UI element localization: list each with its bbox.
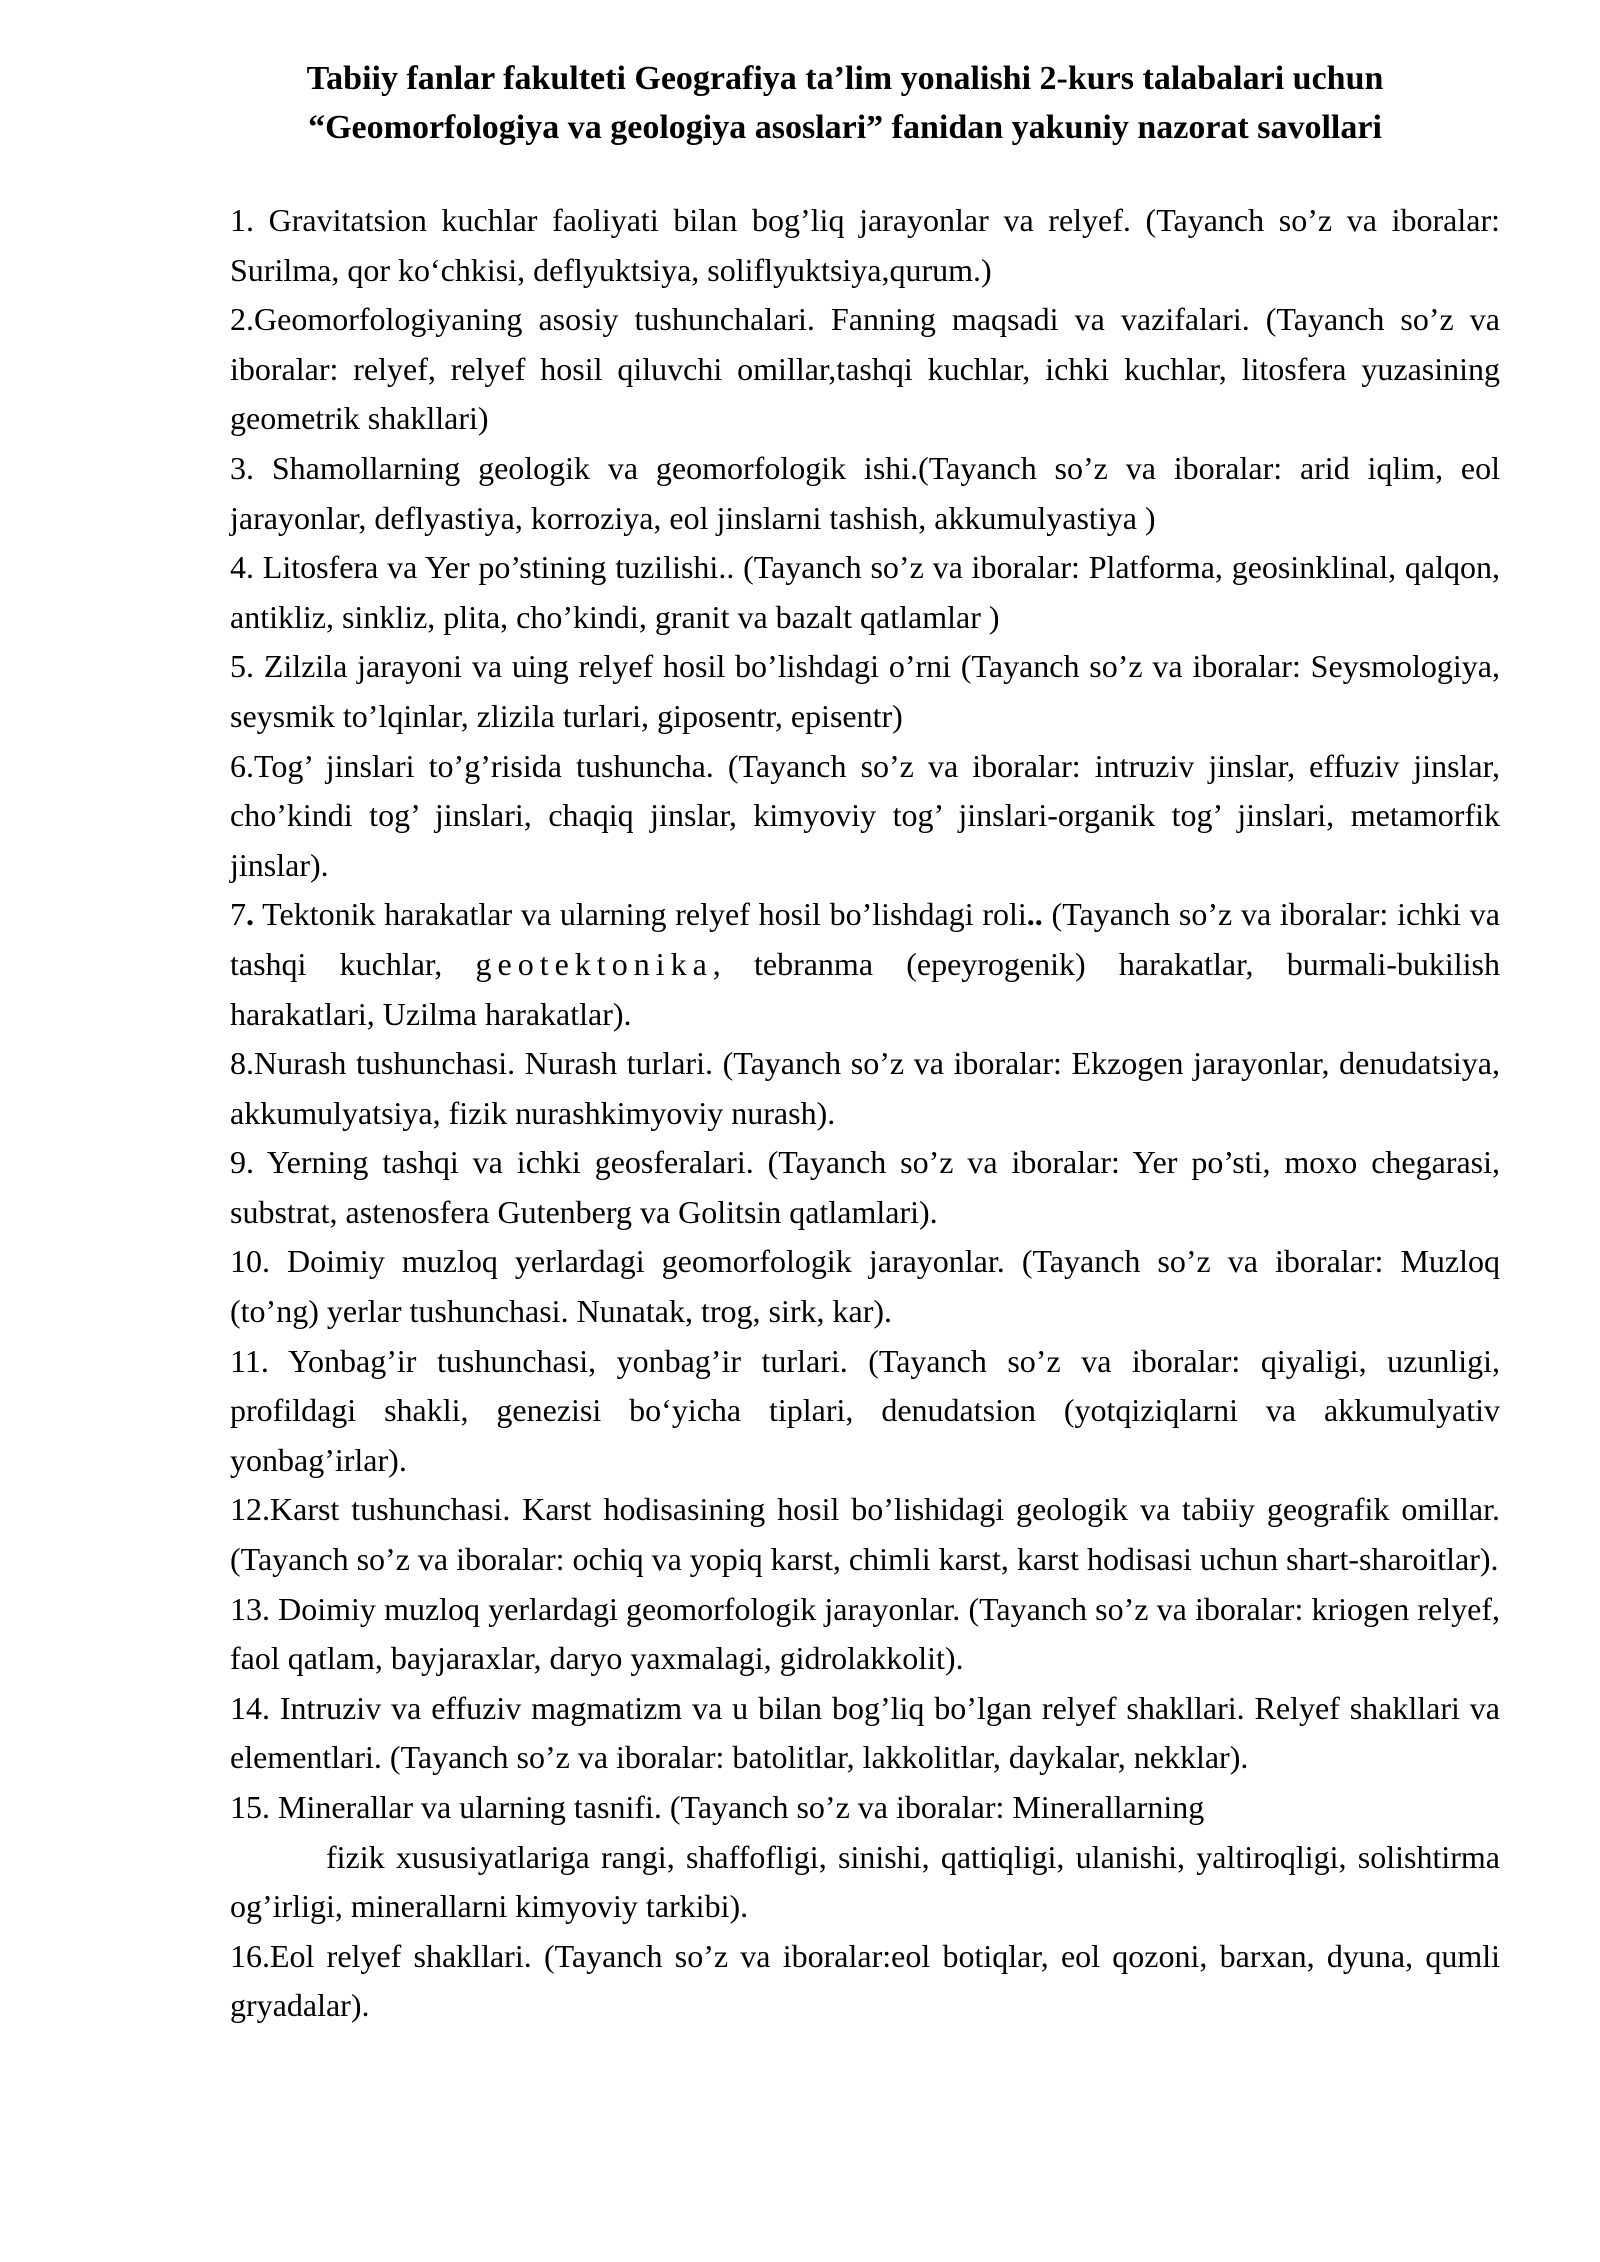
question-7-spaced-term: geotektonika [475, 945, 713, 982]
question-13: 13. Doimiy muzloq yerlardagi geomorfologik jarayonlar. (Tayanch so’z va iboralar: kriogen relyef, faol qatlam, bayjaraxlar, daryo yaxmalagi, gidrolakkolit). [230, 1590, 1500, 1677]
question-7-keywords-start: (Tayanch so’z va iboralar: ichki va tashqi kuchlar, [230, 896, 1501, 982]
question-2: 2.Geomorfologiyaning asosiy tushunchalari. Fanning maqsadi va vazifalari. (Tayanch so’z va iboralar: relyef, relyef hosil qiluvchi omillar,tashqi kuchlar, ichki kuchlar, litosfera yuzasining geometrik shakllari) [230, 301, 1500, 437]
question-11: 11. Yonbag’ir tushunchasi, yonbag’ir turlari. (Tayanch so’z va iboralar: qiyaligi, uzunligi, profildagi shakli, genezisi bo‘yicha tiplari, denudatsion (yotqiziqlarni va akkumulyativ yonbag’irlar). [230, 1342, 1500, 1478]
question-7-title: Tektonik harakatlar va ularning relyef hosil bo’lishdagi roli [254, 896, 1027, 933]
question-10: 10. Doimiy muzloq yerlardagi geomorfologik jarayonlar. (Tayanch so’z va iboralar: Muzloq (to’ng) yerlar tushunchasi. Nunatak, trog, sirk, kar). [230, 1243, 1500, 1330]
question-8: 8.Nurash tushunchasi. Nurash turlari. (Tayanch so’z va iboralar: Ekzogen jarayonlar, denudatsiya, akkumulyatsiya, fizik nurashkimyoviy nurash). [230, 1045, 1500, 1131]
question-7-number-dot: . [246, 896, 254, 933]
question-7 [230, 890, 1500, 1039]
question-14: 14. Intruziv va effuziv magmatizm va u bilan bog’liq bo’lgan relyef shakllari. Relyef shakllari va elementlari. (Tayanch so’z va iboralar: batolitlar, lakkolitlar, daykalar, nekklar). [230, 1689, 1500, 1776]
question-7-title-dots: .. [1026, 896, 1043, 933]
title-line-2: “Geomorfologiya va geologiya asoslari” fanidan yakuniy nazorat savollari [308, 109, 1382, 146]
question-5: 5. Zilzila jarayoni va uing relyef hosil bo’lishdagi o’rni (Tayanch so’z va iboralar: Seysmologiya, seysmik to’lqinlar, zlizila turlari, giposentr, episentr) [230, 648, 1500, 734]
question-3: 3. Shamollarning geologik va geomorfologik ishi.(Tayanch so’z va iboralar: arid iqlim, eol jarayonlar, deflyastiya, korroziya, eol jinslarni tashish, akkumulyastiya ) [230, 449, 1500, 536]
question-7-number: 7 [230, 896, 246, 933]
question-6: 6.Tog’ jinslari to’g’risida tushuncha. (Tayanch so’z va iboralar: intruziv jinslar, effuziv jinslar, cho’kindi tog’ jinslari, chaqiq jinslar, kimyoviy tog’ jinslari-organik tog’ jinslari, metamorfik jinslar). [230, 747, 1500, 883]
question-12: 12.Karst tushunchasi. Karst hodisasining hosil bo’lishidagi geologik va tabiiy geografik omillar. (Tayanch so’z va iboralar: ochiq va yopiq karst, chimli karst, karst hodisasi uchun shart-sharoitlar). [230, 1491, 1500, 1578]
question-list [230, 196, 1500, 2031]
title-line-1: Tabiiy fanlar fakulteti Geografiya ta’lim yonalishi 2-kurs talabalari uchun [306, 60, 1384, 97]
question-15-keywords: fizik xususiyatlariga rangi, shaffofligi, sinishi, qattiqligi, ulanishi, yaltiroqligi, solishtirma og’irligi, minerallarni kimyoviy tarkibi). [230, 1838, 1500, 1925]
question-15-title: 15. Minerallar va ularning tasnifi. (Tayanch so’z va iboralar: Minerallarning [230, 1789, 1205, 1825]
question-16: 16.Eol relyef shakllari. (Tayanch so’z va iboralar:eol botiqlar, eol qozoni, barxan, dyuna, qumli gryadalar). [230, 1937, 1500, 2024]
question-15 [230, 1783, 1500, 1932]
question-9: 9. Yerning tashqi va ichki geosferalari. (Tayanch so’z va iboralar: Yer po’sti, moxo chegarasi, substrat, astenosfera Gutenberg va Golitsin qatlamlari). [230, 1144, 1500, 1230]
question-7-keywords-end: , tebranma (epeyrogenik) harakatlar, burmali-bukilish harakatlari, Uzilma harakatlar). [230, 945, 1501, 1032]
question-1: 1. Gravitatsion kuchlar faoliyati bilan bog’liq jarayonlar va relyef. (Tayanch so’z va iboralar: Surilma, qor ko‘chkisi, deflyuktsiya, soliflyuktsiya,qurum.) [230, 202, 1500, 288]
question-4: 4. Litosfera va Yer po’stining tuzilishi.. (Tayanch so’z va iboralar: Platforma, geosinklinal, qalqon, antikliz, sinkliz, plita, cho’kindi, granit va bazalt qatlamlar ) [230, 549, 1500, 635]
document-title [190, 54, 1500, 152]
